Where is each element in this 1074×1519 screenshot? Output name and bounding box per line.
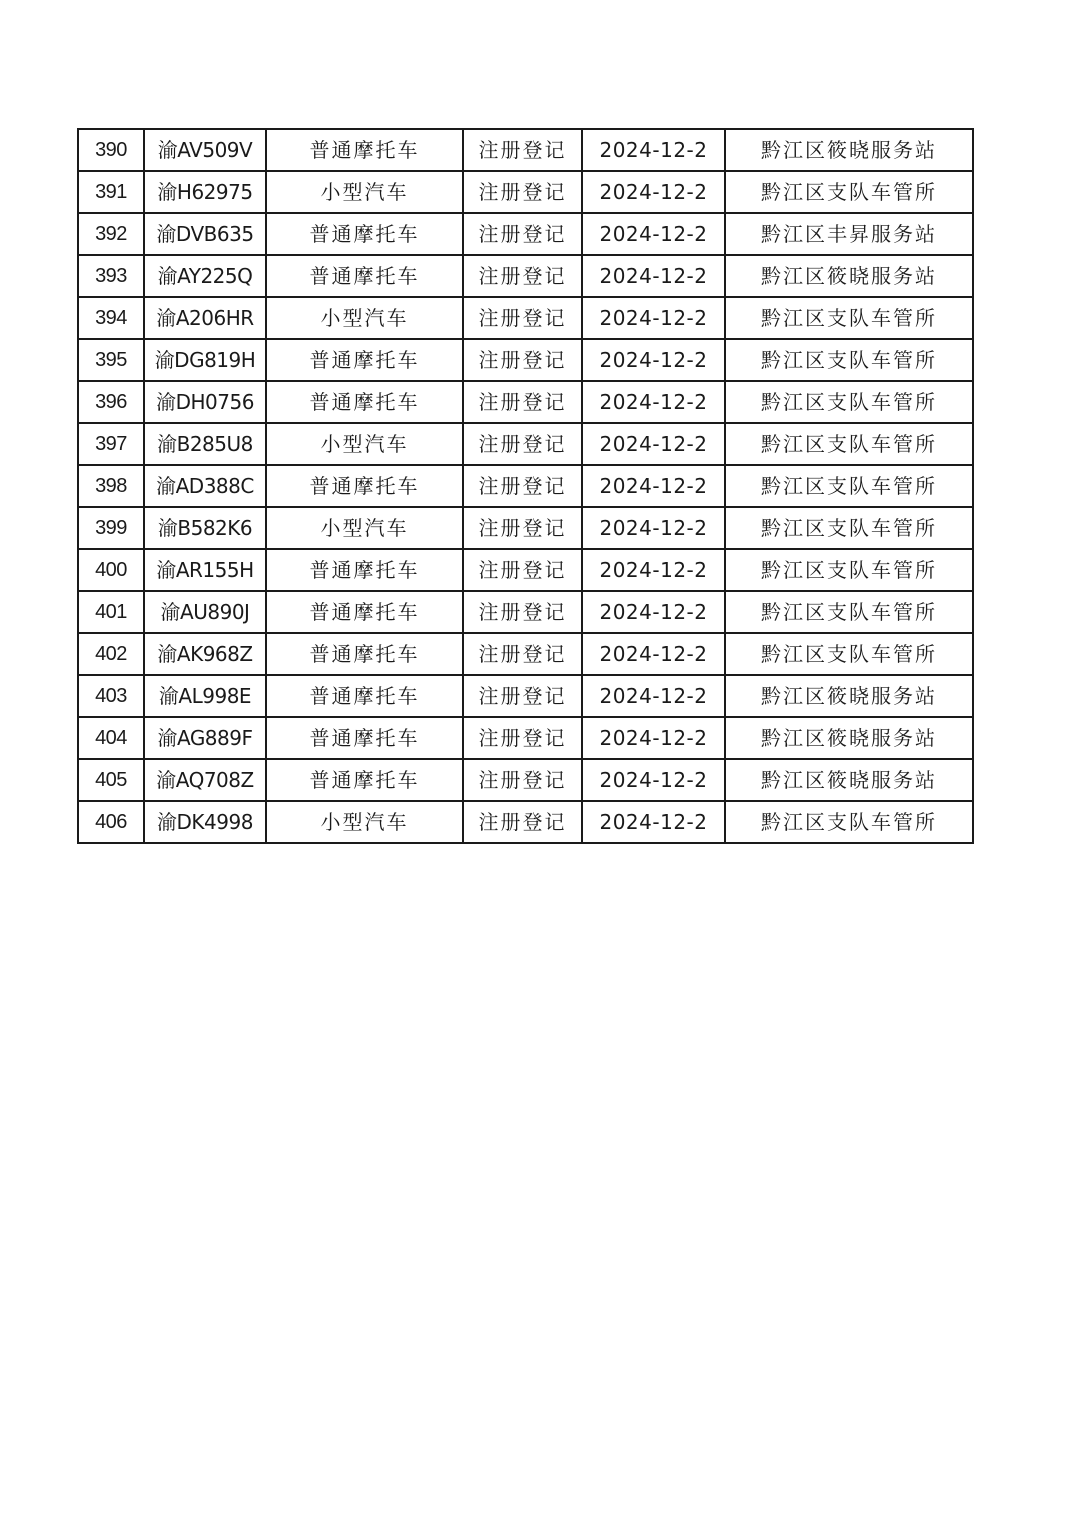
vehicle-registration-table (77, 128, 974, 844)
table-row (78, 297, 973, 339)
date-cell: 2024-12-2 (582, 717, 725, 759)
office-cell: 黔江区支队车管所 (725, 549, 973, 591)
vehicle-type-cell: 普通摩托车 (266, 591, 463, 633)
serial-number-cell: 402 (78, 633, 144, 675)
table-row (78, 675, 973, 717)
serial-number-cell: 400 (78, 549, 144, 591)
plate-number-cell: 渝AG889F (144, 717, 266, 759)
date-cell: 2024-12-2 (582, 675, 725, 717)
plate-number-cell: 渝DK4998 (144, 801, 266, 843)
plate-number-cell: 渝A206HR (144, 297, 266, 339)
plate-number-cell: 渝AL998E (144, 675, 266, 717)
date-cell: 2024-12-2 (582, 591, 725, 633)
office-cell: 黔江区支队车管所 (725, 381, 973, 423)
date-cell: 2024-12-2 (582, 213, 725, 255)
office-cell: 黔江区支队车管所 (725, 801, 973, 843)
table-row (78, 549, 973, 591)
business-type-cell: 注册登记 (463, 255, 582, 297)
serial-number-cell: 393 (78, 255, 144, 297)
office-cell: 黔江区支队车管所 (725, 297, 973, 339)
date-cell: 2024-12-2 (582, 507, 725, 549)
vehicle-type-cell: 普通摩托车 (266, 465, 463, 507)
date-cell: 2024-12-2 (582, 423, 725, 465)
office-cell: 黔江区筱晓服务站 (725, 717, 973, 759)
plate-number-cell: 渝AV509V (144, 129, 266, 171)
table-row (78, 465, 973, 507)
business-type-cell: 注册登记 (463, 801, 582, 843)
vehicle-type-cell: 小型汽车 (266, 801, 463, 843)
table-row (78, 171, 973, 213)
office-cell: 黔江区支队车管所 (725, 339, 973, 381)
business-type-cell: 注册登记 (463, 381, 582, 423)
plate-number-cell: 渝AY225Q (144, 255, 266, 297)
plate-number-cell: 渝DVB635 (144, 213, 266, 255)
serial-number-cell: 404 (78, 717, 144, 759)
table-row (78, 255, 973, 297)
office-cell: 黔江区丰昇服务站 (725, 213, 973, 255)
date-cell: 2024-12-2 (582, 339, 725, 381)
office-cell: 黔江区筱晓服务站 (725, 759, 973, 801)
plate-number-cell: 渝H62975 (144, 171, 266, 213)
table-row (78, 591, 973, 633)
vehicle-type-cell: 小型汽车 (266, 423, 463, 465)
business-type-cell: 注册登记 (463, 675, 582, 717)
serial-number-cell: 406 (78, 801, 144, 843)
plate-number-cell: 渝AU890J (144, 591, 266, 633)
serial-number-cell: 394 (78, 297, 144, 339)
table-row (78, 381, 973, 423)
office-cell: 黔江区支队车管所 (725, 507, 973, 549)
vehicle-type-cell: 普通摩托车 (266, 717, 463, 759)
business-type-cell: 注册登记 (463, 507, 582, 549)
office-cell: 黔江区支队车管所 (725, 633, 973, 675)
business-type-cell: 注册登记 (463, 171, 582, 213)
business-type-cell: 注册登记 (463, 591, 582, 633)
serial-number-cell: 390 (78, 129, 144, 171)
office-cell: 黔江区筱晓服务站 (725, 129, 973, 171)
serial-number-cell: 398 (78, 465, 144, 507)
plate-number-cell: 渝DG819H (144, 339, 266, 381)
vehicle-type-cell: 小型汽车 (266, 507, 463, 549)
vehicle-type-cell: 小型汽车 (266, 297, 463, 339)
table-row (78, 339, 973, 381)
date-cell: 2024-12-2 (582, 129, 725, 171)
table-row (78, 507, 973, 549)
table-row (78, 717, 973, 759)
vehicle-type-cell: 普通摩托车 (266, 255, 463, 297)
office-cell: 黔江区支队车管所 (725, 591, 973, 633)
office-cell: 黔江区筱晓服务站 (725, 675, 973, 717)
vehicle-type-cell: 普通摩托车 (266, 381, 463, 423)
office-cell: 黔江区支队车管所 (725, 423, 973, 465)
serial-number-cell: 397 (78, 423, 144, 465)
office-cell: 黔江区支队车管所 (725, 171, 973, 213)
date-cell: 2024-12-2 (582, 633, 725, 675)
date-cell: 2024-12-2 (582, 171, 725, 213)
serial-number-cell: 399 (78, 507, 144, 549)
business-type-cell: 注册登记 (463, 759, 582, 801)
plate-number-cell: 渝DH0756 (144, 381, 266, 423)
table-row (78, 759, 973, 801)
vehicle-type-cell: 普通摩托车 (266, 213, 463, 255)
serial-number-cell: 396 (78, 381, 144, 423)
vehicle-type-cell: 普通摩托车 (266, 129, 463, 171)
business-type-cell: 注册登记 (463, 129, 582, 171)
plate-number-cell: 渝B582K6 (144, 507, 266, 549)
date-cell: 2024-12-2 (582, 465, 725, 507)
table-row (78, 129, 973, 171)
business-type-cell: 注册登记 (463, 297, 582, 339)
business-type-cell: 注册登记 (463, 465, 582, 507)
vehicle-type-cell: 普通摩托车 (266, 759, 463, 801)
table-body (78, 129, 973, 843)
vehicle-type-cell: 小型汽车 (266, 171, 463, 213)
vehicle-type-cell: 普通摩托车 (266, 549, 463, 591)
business-type-cell: 注册登记 (463, 339, 582, 381)
table-row (78, 213, 973, 255)
table-row (78, 801, 973, 843)
serial-number-cell: 392 (78, 213, 144, 255)
serial-number-cell: 395 (78, 339, 144, 381)
date-cell: 2024-12-2 (582, 801, 725, 843)
plate-number-cell: 渝B285U8 (144, 423, 266, 465)
business-type-cell: 注册登记 (463, 717, 582, 759)
serial-number-cell: 391 (78, 171, 144, 213)
serial-number-cell: 405 (78, 759, 144, 801)
business-type-cell: 注册登记 (463, 213, 582, 255)
serial-number-cell: 403 (78, 675, 144, 717)
date-cell: 2024-12-2 (582, 255, 725, 297)
plate-number-cell: 渝AK968Z (144, 633, 266, 675)
vehicle-type-cell: 普通摩托车 (266, 339, 463, 381)
business-type-cell: 注册登记 (463, 633, 582, 675)
table-row (78, 423, 973, 465)
plate-number-cell: 渝AQ708Z (144, 759, 266, 801)
business-type-cell: 注册登记 (463, 549, 582, 591)
date-cell: 2024-12-2 (582, 549, 725, 591)
plate-number-cell: 渝AD388C (144, 465, 266, 507)
vehicle-type-cell: 普通摩托车 (266, 675, 463, 717)
vehicle-type-cell: 普通摩托车 (266, 633, 463, 675)
table-row (78, 633, 973, 675)
plate-number-cell: 渝AR155H (144, 549, 266, 591)
business-type-cell: 注册登记 (463, 423, 582, 465)
office-cell: 黔江区支队车管所 (725, 465, 973, 507)
serial-number-cell: 401 (78, 591, 144, 633)
office-cell: 黔江区筱晓服务站 (725, 255, 973, 297)
date-cell: 2024-12-2 (582, 297, 725, 339)
date-cell: 2024-12-2 (582, 759, 725, 801)
date-cell: 2024-12-2 (582, 381, 725, 423)
